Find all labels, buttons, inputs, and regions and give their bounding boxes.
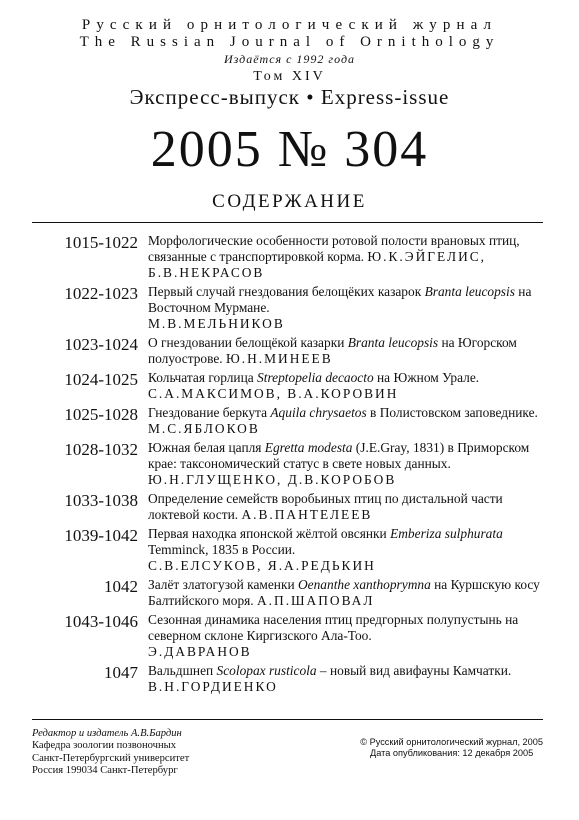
bottom-divider	[32, 719, 543, 720]
address-line: Россия 199034 Санкт-Петербург	[32, 765, 178, 777]
article-title-text: Залёт златогузой каменки	[148, 577, 298, 592]
article-entry	[148, 284, 545, 332]
article-title-text: Гнездование беркута	[148, 405, 271, 420]
article-authors: А.П.ШАПОВАЛ	[257, 593, 375, 608]
article-title-text: Кольчатая горлица	[148, 370, 258, 385]
article-title-text: – новый вид авифауны Камчатки.	[316, 663, 512, 678]
table-of-contents	[36, 233, 545, 698]
article-title-text: на Восточном Мурмане.	[148, 284, 532, 315]
article-title-text: на Югорском полуострове.	[148, 335, 517, 366]
toc-entry	[36, 526, 545, 574]
page-range: 1024-1025	[64, 370, 138, 389]
article-title-text: в Полистовском заповеднике.	[366, 405, 538, 420]
top-divider	[32, 222, 543, 223]
article-authors: М.С.ЯБЛОКОВ	[148, 421, 260, 436]
species-name: Oenanthe xanthoprymna	[298, 577, 431, 592]
page-range: 1042	[104, 577, 138, 596]
toc-entry	[36, 284, 545, 332]
page-range: 1039-1042	[64, 526, 138, 545]
article-authors: С.А.МАКСИМОВ, В.А.КОРОВИН	[148, 386, 399, 401]
contents-heading: СОДЕРЖАНИЕ	[212, 191, 367, 212]
species-name: Scolopax rusticola	[216, 663, 317, 678]
department-line: Кафедра зоологии позвоночных	[32, 740, 177, 752]
article-authors: Э.ДАВРАНОВ	[148, 644, 252, 659]
article-authors: М.В.МЕЛЬНИКОВ	[148, 316, 285, 331]
journal-title-english: The Russian Journal of Ornithology	[79, 34, 500, 50]
article-authors: А.В.ПАНТЕЛЕЕВ	[241, 507, 373, 522]
article-entry	[148, 663, 545, 695]
article-title-text: Южная белая цапля	[148, 440, 265, 455]
page-range: 1033-1038	[64, 491, 138, 510]
species-name: Egretta modesta	[264, 440, 353, 455]
journal-title-russian: Русский орнитологический журнал	[81, 17, 498, 33]
issue-type: Экспресс-выпуск • Express-issue	[129, 85, 450, 109]
toc-entry	[36, 335, 545, 367]
page-range: 1028-1032	[64, 440, 138, 459]
article-title-text: Temminck, 1835 в России.	[148, 542, 296, 557]
article-title-text: Определение семейств воробьиных птиц по дистальной части локтевой кости.	[148, 491, 503, 522]
article-entry	[148, 335, 545, 367]
article-title-text: (J.E.Gray, 1831) в Приморском крае: таксономический статус в свете новых данных.	[148, 440, 530, 471]
article-title-text: Вальдшнеп	[148, 663, 217, 678]
page-range: 1015-1022	[64, 233, 138, 252]
copyright-info	[360, 737, 543, 759]
article-entry	[148, 370, 545, 402]
toc-entry	[36, 233, 545, 281]
page-range: 1043-1046	[64, 612, 138, 631]
article-authors: В.Н.ГОРДИЕНКО	[148, 679, 278, 694]
page-range: 1023-1024	[64, 335, 138, 354]
publication-date: Дата опубликования: 12 декабря 2005	[370, 748, 534, 758]
article-title-text: Первый случай гнездования белощёких казарок	[148, 284, 425, 299]
article-authors: Ю.К.ЭЙГЕЛИС, Б.В.НЕКРАСОВ	[148, 249, 487, 280]
article-entry	[148, 612, 545, 660]
species-name: Emberiza sulphurata	[390, 526, 503, 541]
toc-entry	[36, 370, 545, 402]
toc-entry	[36, 491, 545, 523]
toc-entry	[36, 577, 545, 609]
species-name: Branta leucopsis	[424, 284, 515, 299]
issue-number: 2005 № 304	[150, 121, 429, 178]
copyright-line: © Русский орнитологический журнал, 2005	[360, 737, 543, 747]
article-authors: С.В.ЕЛСУКОВ, Я.А.РЕДЬКИН	[148, 558, 376, 573]
article-entry	[148, 491, 545, 523]
page-range: 1047	[104, 663, 138, 682]
species-name: Branta leucopsis	[347, 335, 439, 350]
editor-line: Редактор и издатель А.В.Бардин	[32, 728, 182, 739]
article-title-text: Сезонная динамика населения птиц предгорных полупустынь на северном склоне Киргизского Ала-Тоо.	[148, 612, 519, 643]
toc-entry	[36, 405, 545, 437]
toc-entry	[36, 663, 545, 695]
volume-label: Том XIV	[253, 69, 326, 84]
article-entry	[148, 526, 545, 574]
article-entry	[148, 405, 545, 437]
article-authors: Ю.Н.ГЛУЩЕНКО, Д.В.КОРОБОВ	[148, 472, 397, 487]
article-authors: Ю.Н.МИНЕЕВ	[226, 351, 333, 366]
toc-entry	[36, 612, 545, 660]
page-range: 1025-1028	[64, 405, 138, 424]
article-entry	[148, 233, 545, 281]
toc-entry	[36, 440, 545, 488]
article-entry	[148, 440, 545, 488]
publisher-info	[32, 728, 189, 778]
article-title-text: О гнездовании белощёкой казарки	[148, 335, 348, 350]
article-title-text: на Куршскую косу Балтийского моря.	[148, 577, 540, 608]
article-entry	[148, 577, 545, 609]
article-title-text: Морфологические особенности ротовой полости врановых птиц, связанные с транспортировкой корма.	[148, 233, 520, 264]
page-range: 1022-1023	[64, 284, 138, 303]
species-name: Streptopelia decaocto	[257, 370, 374, 385]
article-title-text: на Южном Урале.	[373, 370, 480, 385]
article-title-text: Первая находка японской жёлтой овсянки	[148, 526, 391, 541]
university-line: Санкт-Петербургский университет	[32, 752, 190, 764]
species-name: Aquila chrysaetos	[270, 405, 367, 420]
published-since: Издаётся с 1992 года	[223, 52, 356, 66]
